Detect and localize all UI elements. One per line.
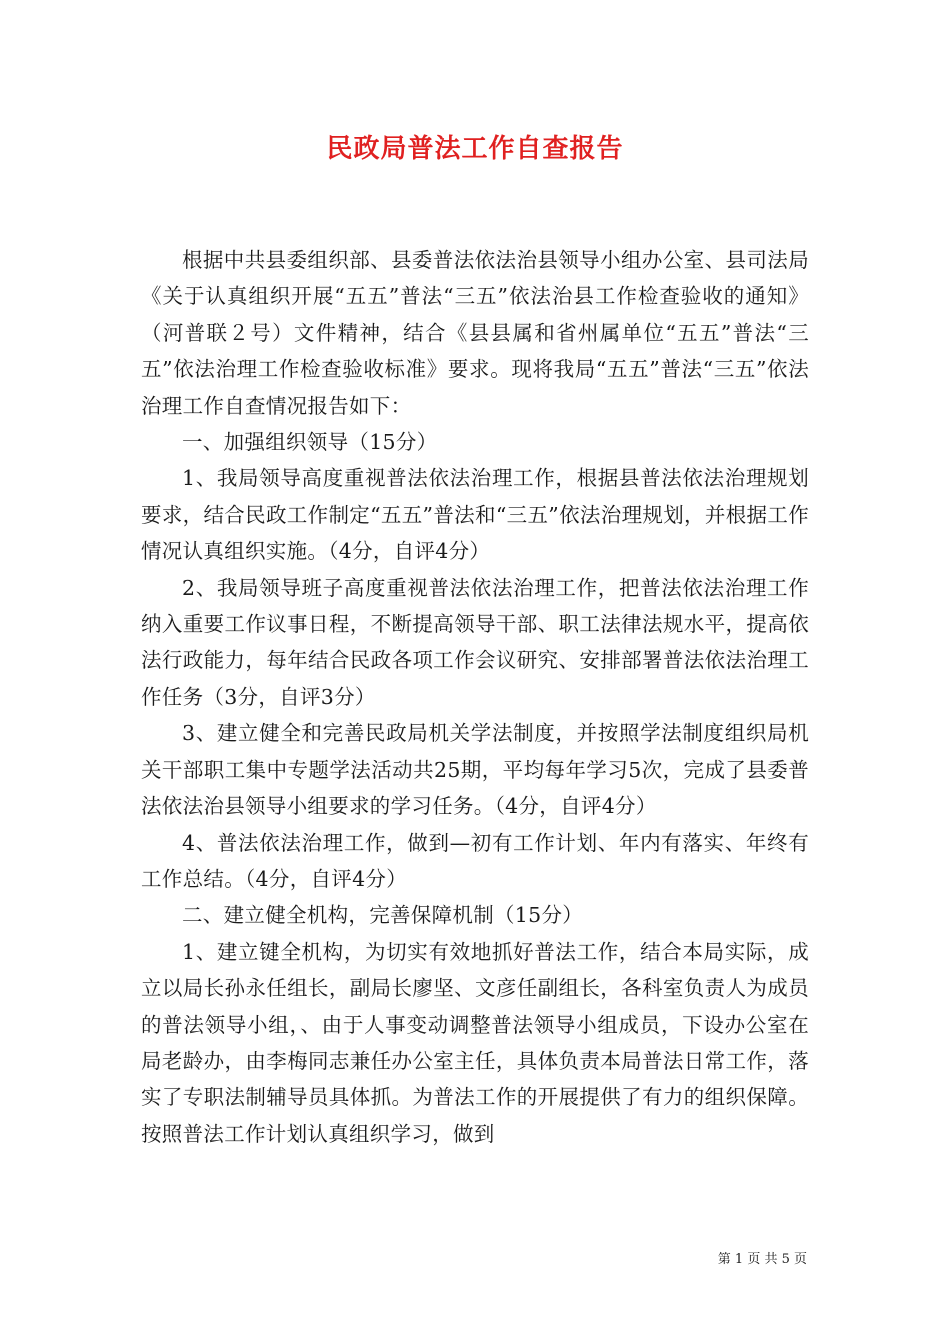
section-heading-2: 二、建立健全机构，完善保障机制（15分）: [182, 903, 584, 928]
paragraph-1-2: 2、我局领导班子高度重视普法依法治理工作，把普法依法治理工作纳入重要工作议事日程，不断提高领导干部、职工法律法规水平，提高依法行政能力，每年结合民政各项工作会议研究、安排部署普法依法治理工作任务（3分，自评3分）: [141, 575, 809, 709]
paragraph-2-1: 1、建立键全机构，为切实有效地抓好普法工作，结合本局实际，成立以局长孙永任组长，副局长廖坚、文彦任副组长，各科室负责人为成员的普法领导小组，、由于人事变动调整普法领导小组成员，下设办公室在局老龄办，由李梅同志兼任办公室主任，具体负责本局普法日常工作，落实了专职法制辅导员具体抓。为普法工作的开展提供了有力的组织保障。按照普法工作计划认真组织学习，做到: [141, 939, 809, 1146]
paragraph-1-4: 4、普法依法治理工作，做到—初有工作计划、年内有落实、年终有工作总结。（4分，自评4分）: [141, 830, 809, 891]
paragraph-1-3: 3、建立健全和完善民政局机关学法制度，并按照学法制度组织局机关干部职工集中专题学法活动共25期，平均每年学习5次，完成了县委普法依法治县领导小组要求的学习任务。（4分，自评4分）: [141, 721, 809, 819]
paragraph-1-1: 1、我局领导高度重视普法依法治理工作，根据县普法依法治理规划要求，结合民政工作制定“五五”普法和“三五”依法治理规划，并根据工作情况认真组织实施。（4分，自评4分）: [141, 466, 809, 564]
section-heading-1: 一、加强组织领导（15分）: [182, 430, 438, 455]
document-title: 民政局普法工作自查报告: [326, 134, 624, 164]
page-number-footer: 第 1 页 共 5 页: [717, 1252, 807, 1267]
document-body: [141, 242, 809, 1152]
paragraph-intro: 根据中共县委组织部、县委普法依法治县领导小组办公室、县司法局《关于认真组织开展“五五”普法“三五”依法治县工作检查验收的通知》（河普联２号）文件精神，结合《县县属和省州属单位“五五”普法“三五”依法治理工作检查验收标准》要求。现将我局“五五”普法“三五”依法治理工作自查情况报告如下：: [141, 248, 809, 418]
